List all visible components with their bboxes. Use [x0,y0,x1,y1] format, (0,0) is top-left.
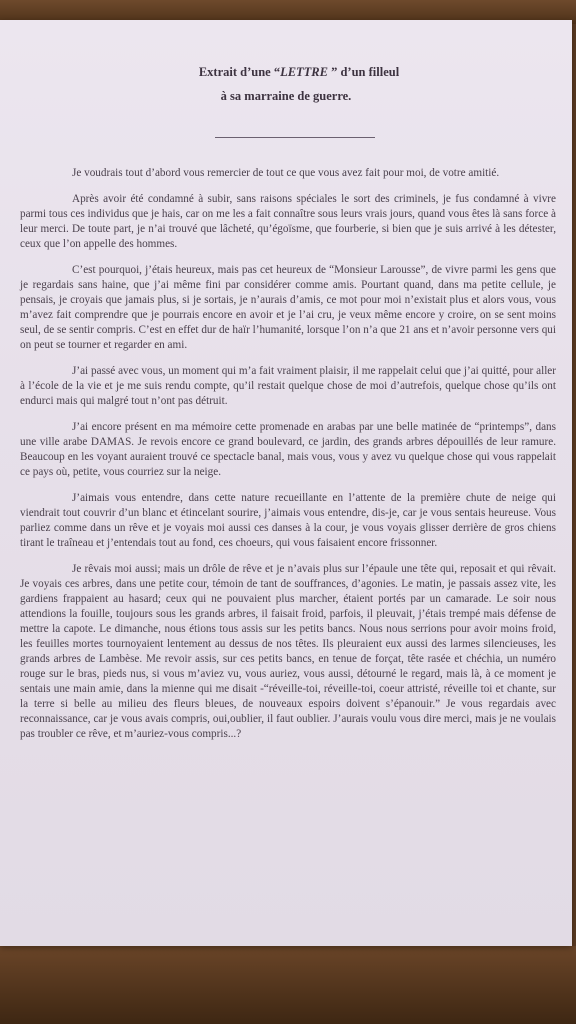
paragraph-2: Après avoir été condamné à subir, sans raisons spéciales le sort des criminels, je fus condamné à vivre parmi tous ces individus que je hais, car on me les a fait connaître sous leurs vrais jours, quand vous êtes là sans force à leur merci. De toute part, je n’ai trouvé que lâcheté, qu’égoïsme, que fourberie, si bien que je suis arrivé à les détester, ceux que l’on appelle des hommes. [20,193,556,250]
paragraph-7: Je rêvais moi aussi; mais un drôle de rêve et je n’avais plus sur l’épaule une tête qui, reposait et qui rêvait. Je voyais ces arbres, dans une petite cour, témoin de tant de souffrances, d’agonies. Le matin, je passais assez vite, les gardiens frappaient au hasard; ceux qui ne pouvaient plus marcher, étaient portés par un camarade. Le soir nous attendions la fouille, toujours sous les grands arbres, il faisait froid, parfois, il pleuvait, j’étais trempé mais défense de mettre la capote. Le dimanche, nous étions tous assis sur les petits bancs. Nous nous serrions pour avoir moins froid, les feuilles mortes tournoyaient lentement au dessus de nos têtes. Ils pleuraient eux aussi des larmes silencieuses, les grands arbres de Lambèse. Me revoir assis, sur ces petits bancs, en tenue de forçat, tête rasée et chéchia, un numéro rouge sur le bras, pieds nus, si vous m’aviez vu, vous auriez, vous aussi, détourné le regard, mais là, à ce moment je sentais une main amie, dans la mienne qui me disait -“réveille-toi, réveille-toi, coeur attristé, réveille toi et chante, sur la terre si belle au milieu des fleurs bleues, de nouveaux espoirs doivent s’épanouir.” Je vous regardais avec reconnaissance, car je vous avais compris, oui,oublier, il faut oublier. J’aurais voulu vous dire merci, mais je ne voulais pas troubler ce rêve, et m’auriez-vous compris...? [20,563,556,740]
title-prefix: Extrait d’une “ [198,65,281,79]
paragraph-6: J’aimais vous entendre, dans cette nature recueillante en l’attente de la première chute de neige qui viendrait tout couvrir d’un blanc et étincelant sourire, j’aimais vous entendre, dis-je, car je vous sentais heureuse. Vous parliez comme dans un rêve et je voyais moi aussi ces danses à la cour, je vous voyais glisser derrière de gros chiens tirant le traîneau et j’entendais tout au fond, ces choeurs, qui vous faisaient encore frissonner. [20,492,556,549]
title-emphasis: LETTRE [280,65,328,79]
document-header [0,60,572,108]
paragraph-1: Je voudrais tout d’abord vous remercier de tout ce que vous avez fait pour moi, de votre amitié. [72,167,500,179]
paragraph-4: J’ai passé avec vous, un moment qui m’a fait vraiment plaisir, il me rappelait celui que j’ai quitté, pour aller à l’école de la vie et je me suis rendu compte, qu’il restait quelque chose de moi d’autrefois, quelque chose qu’ils ont endurci mais qui malgré tout n’ont pas détruit. [20,365,556,407]
paragraph-5: J’ai encore présent en ma mémoire cette promenade en arabas par une belle matinée de “printemps”, dans une ville arabe DAMAS. Je revois encore ce grand boulevard, ce jardin, des grands arbres dépouillés de leur ramure. Beaucoup en les voyant auraient trouvé ce spectacle banal, mais vous, vous y avez vu quelque chose qui vous rappelait ce pays où, petite, vous courriez sur la neige. [20,421,556,478]
letter-body [20,166,556,753]
wooden-surface-bottom [0,946,576,1024]
title-suffix: ” d’un filleul [327,65,400,79]
document-title [0,60,572,84]
paper-sheet [0,20,572,946]
title-divider [215,137,375,138]
paragraph-3: C’est pourquoi, j’étais heureux, mais pas cet heureux de “Monsieur Larousse”, de vivre parmi les gens que je regardais sans haine, que j’ai même fini par considérer comme amis. Pourtant quand, dans ma petite cellule, je pensais, je croyais que jamais plus, si je sortais, je n’aurais d’amis, ce mot pour moi n’existait plus et alors vous, vous m’avez fait comprendre que je pourrais encore en avoir et je l’ai cru, je veux même encore y croire, on se sent moins seul, de se sentir compris. C’est en effet dur de haïr l’humanité, lorsque l’on n’a que 21 ans et n’avoir personne vers qui on peut se tourner et regarder en ami. [20,264,556,351]
document-subtitle: à sa marraine de guerre. [220,89,352,103]
